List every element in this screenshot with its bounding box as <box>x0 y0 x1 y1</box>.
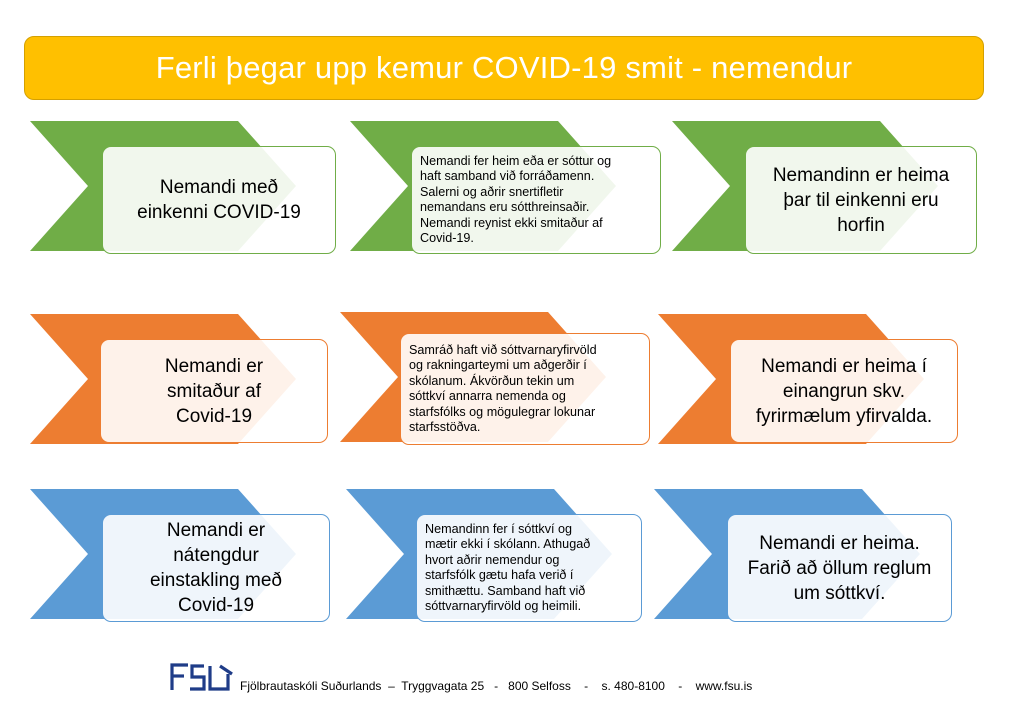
row1-step2-box <box>411 146 661 254</box>
row3-step1-box <box>102 514 330 622</box>
row2-step3-box <box>730 339 958 443</box>
row3-step1-text: Nemandi er nátengdur einstakling með Covid-19 <box>149 520 283 616</box>
row1-step1-text: Nemandi með einkenni COVID-19 <box>137 177 301 223</box>
row1-step2-text: Nemandi fer heim eða er sóttur og haft samband við forráðamenn. Salerni og aðrir snertifletir nemandans eru sótthreinsaðir. Nemandi reynist ekki smitaður af Covid-19. <box>420 153 612 245</box>
row2-step1-box <box>100 339 328 443</box>
row1-step3-text: Nemandinn er heima þar til einkenni eru horfin <box>772 164 950 236</box>
row1-step3-box <box>745 146 977 254</box>
row2-step3-text: Nemandi er heima í einangrun skv. fyrirmælum yfirvalda. <box>755 355 933 427</box>
row2-step2-text: Samráð haft við sóttvarnaryfirvöld og rakningarteymi um aðgerðir í skólanum. Ákvörðun tekin um sóttkví annarra nemenda og starfsfólks og mögulegrar lokunar starfsstöðva. <box>409 342 597 434</box>
page-title: Ferli þegar upp kemur COVID-19 smit - nemendur <box>155 50 853 85</box>
row2-step2-box <box>400 333 650 445</box>
row3-step3-box <box>727 514 952 622</box>
row3-step3-text: Nemandi er heima. Farið að öllum reglum um sóttkví. <box>747 532 932 604</box>
fsu-logo-icon <box>170 662 234 692</box>
row3-step2-text: Nemandinn fer í sóttkví og mætir ekki í skólann. Athugað hvort aðrir nemendur og starfsfólk gætu hafa verið í smithættu. Samband haft við sóttvarnaryfirvöld og heimili. <box>425 521 591 613</box>
row3-step2-box <box>416 514 642 622</box>
footer-address: Fjölbrautaskóli Suðurlands – Tryggvagata 25 - 800 Selfoss - s. 480-8100 - www.fsu.is <box>240 679 753 693</box>
row2-step1-text: Nemandi er smitaður af Covid-19 <box>164 355 264 427</box>
footer <box>170 657 752 697</box>
row1-step1-box <box>102 146 336 254</box>
